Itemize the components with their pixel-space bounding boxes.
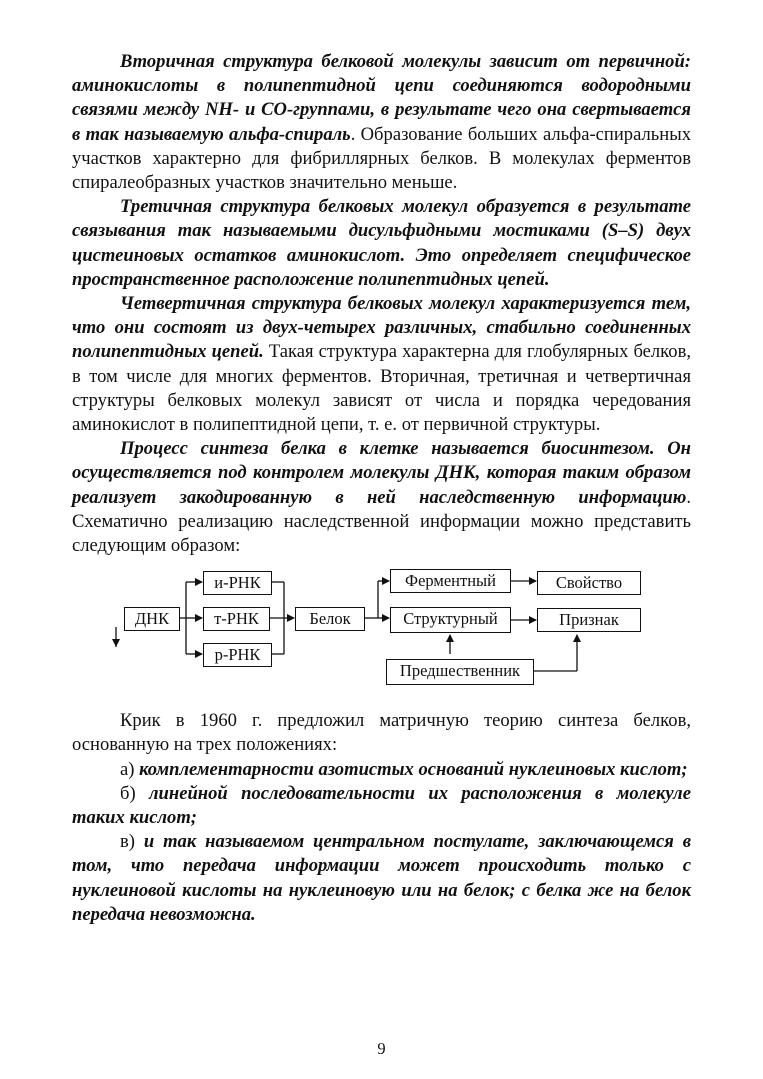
box-i-rnk: и-РНК <box>203 571 272 595</box>
biosynthesis-text: . Схематично реализацию наследственной информации можно представить следующим образом: <box>72 486 691 557</box>
paragraph-secondary-structure <box>72 50 691 195</box>
secondary-structure-bold: Вторичная структура белковой молекулы зависит от первичной: аминокислоты в полипептидной цепи соединяются водородными связями между NH- и CO-группами, в результате чего она свертывается в так называемую альфа-спираль <box>72 51 691 145</box>
crick-text: Крик в 1960 г. предложил матричную теорию синтеза белков, основанную на трех положениях: <box>72 710 691 756</box>
box-predshestvennik: Предшественник <box>386 659 534 685</box>
item-c-text: и так называемом центральном постулате, заключающемся в том, что передача информации может происходить только с нуклеиновой кислоты на нуклеиновую или на белок; с белка же на белок передача невозможна. <box>72 831 691 925</box>
box-fermentny: Ферментный <box>390 569 511 593</box>
item-c-prefix: в) <box>120 831 144 853</box>
item-b-text: линейной последовательности их расположения в молекуле таких кислот; <box>72 782 691 829</box>
item-a-prefix: а) <box>120 758 140 780</box>
down-arrow-head <box>112 639 120 647</box>
quaternary-structure-bold: Четвертичная структура белковых молекул характеризуется тем, что они состоят из двух-четырех различных, стабильно соединенных полипептидных цепей. <box>72 293 691 363</box>
item-a-text: комплементарности азотистых оснований нуклеиновых кислот; <box>139 758 688 780</box>
box-svoystvo: Свойство <box>537 571 641 595</box>
paragraph-biosynthesis <box>72 437 691 558</box>
box-belok: Белок <box>295 607 365 631</box>
tertiary-structure-bold: Третичная структура белковых молекул образуется в результате связывания так называемыми дисульфидными мостиками (S–S) двух цистеиновых остатков аминокислот. Это определяет специфическое пространственное расположение полипептидных цепей. <box>72 196 691 290</box>
box-strukturny: Структурный <box>390 607 511 633</box>
box-t-rnk: т-РНК <box>203 607 270 631</box>
box-r-rnk: р-РНК <box>203 643 272 667</box>
biosynthesis-bold: Процесс синтеза белка в клетке называется биосинтезом. Он осуществляется под контролем молекулы ДНК, которая таким образом реализует закодированную в ней наследственную информацию <box>72 438 691 508</box>
secondary-structure-text: . Образование больших альфа-спиральных участков характерно для фибриллярных белков. В молекулах ферментов спиралеобразных участков значительно меньше. <box>72 123 691 194</box>
paragraph-crick <box>72 709 691 757</box>
item-c <box>72 830 691 927</box>
box-dnk: ДНК <box>124 607 180 631</box>
item-b <box>72 782 691 830</box>
box-priznak: Признак <box>537 608 641 632</box>
paragraph-quaternary-structure <box>72 292 691 437</box>
heredity-diagram <box>72 569 691 699</box>
page-number: 9 <box>377 1039 386 1058</box>
item-b-prefix: б) <box>120 782 149 804</box>
quaternary-structure-text: Такая структура характерна для глобулярных белков, в том числе для многих ферментов. Вторичная, третичная и четвертичная структуры белковых молекул зависят от числа и порядка чередования аминокислот в полипептидной цепи, т. е. от первичной структуры. <box>72 341 691 436</box>
item-a <box>72 758 691 782</box>
paragraph-tertiary-structure <box>72 195 691 292</box>
page-content <box>72 50 691 927</box>
